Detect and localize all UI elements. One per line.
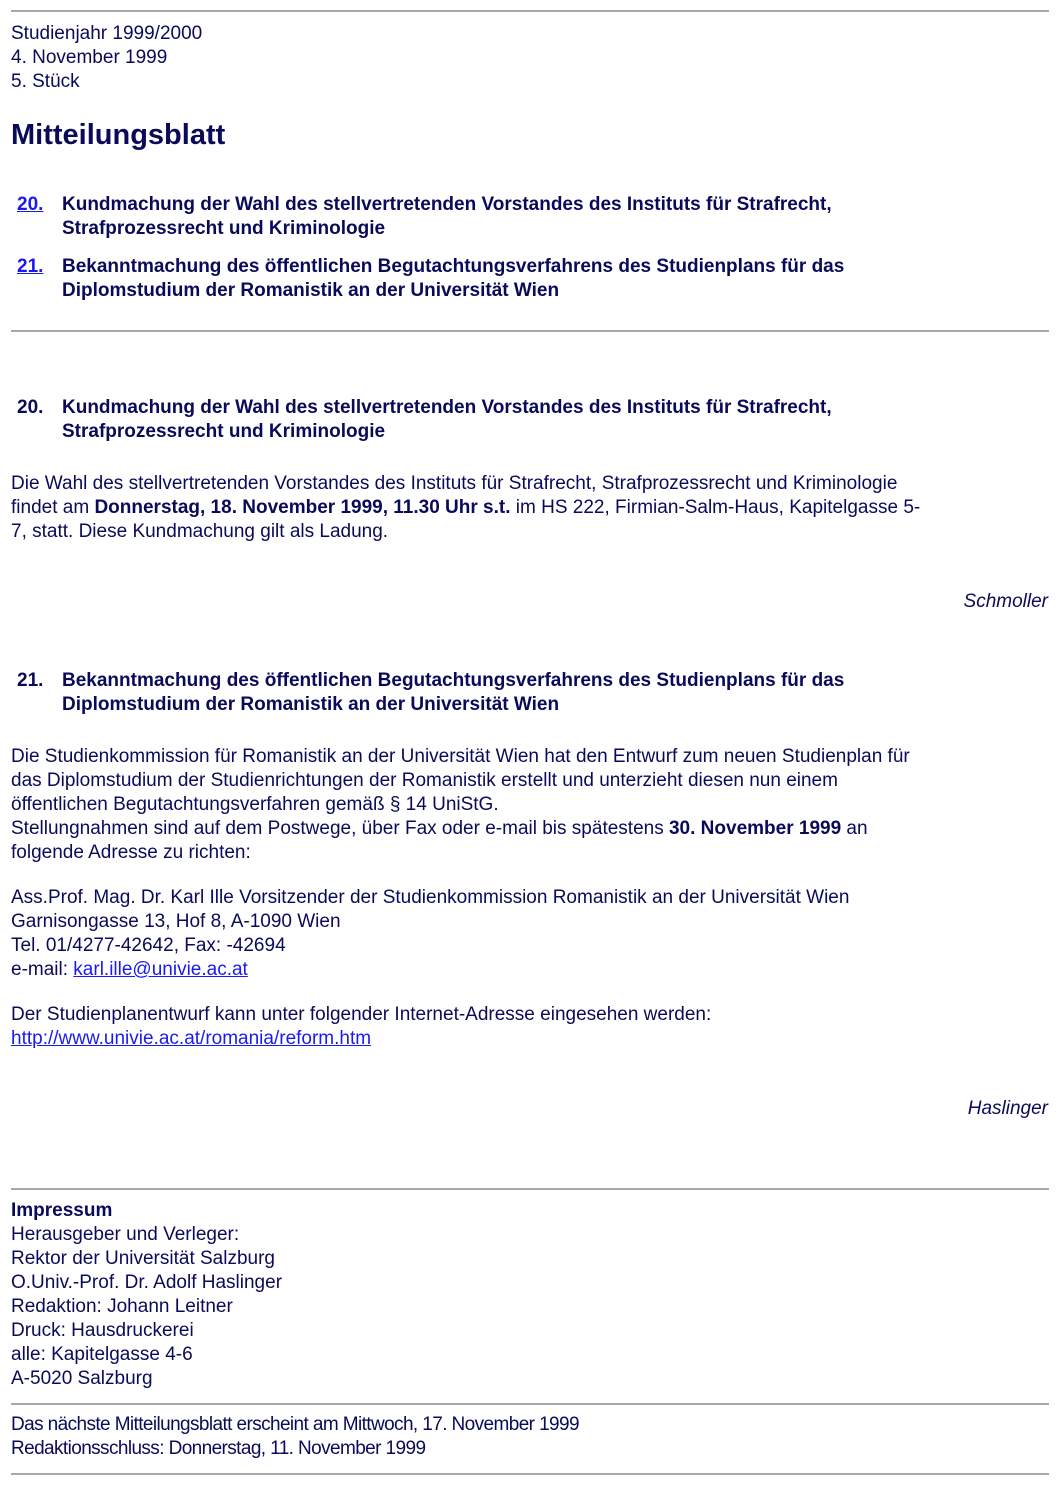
address-line: Garnisongasse 13, Hof 8, A-1090 Wien: [11, 911, 341, 932]
body-line: folgende Adresse zu richten:: [11, 842, 251, 863]
impressum-line: Druck: Hausdruckerei: [11, 1320, 194, 1341]
toc-item-21: [11, 255, 1048, 303]
body-line: [11, 817, 1048, 841]
toc-title: [62, 255, 1048, 303]
page-title: Mitteilungsblatt: [11, 119, 226, 151]
body-text: Stellungnahmen sind auf dem Postwege, über Fax oder e-mail bis spätestens: [11, 818, 669, 839]
editorial-deadline: Redaktionsschluss: Donnerstag, 11. November 1999: [11, 1438, 426, 1459]
impressum-line: Rektor der Universität Salzburg: [11, 1248, 275, 1269]
study-year: Studienjahr 1999/2000: [11, 23, 203, 44]
bottom-divider: [11, 1473, 1049, 1475]
impressum-line: alle: Kapitelgasse 4-6: [11, 1344, 193, 1365]
internet-info: [11, 1003, 1048, 1051]
body-line: 7, statt. Diese Kundmachung gilt als Ladung.: [11, 521, 389, 542]
toc-title-line: Strafprozessrecht und Kriminologie: [62, 218, 386, 239]
toc-item-20: [11, 193, 1048, 241]
body-text: im HS 222, Firmian-Salm-Haus, Kapitelgasse 5-: [510, 497, 921, 518]
impressum: [11, 1199, 1048, 1391]
issue-header: [11, 22, 1048, 94]
body-line: Die Wahl des stellvertretenden Vorstandes des Instituts für Strafrecht, Strafprozessrecht und Kriminologie: [11, 473, 898, 494]
deadline-date: 30. November 1999: [668, 818, 842, 839]
toc-divider: [11, 330, 1049, 332]
toc-link-20[interactable]: 20.: [17, 194, 44, 215]
section-title: [62, 669, 1048, 717]
toc-title-line: Kundmachung der Wahl des stellvertretenden Vorstandes des Instituts für Strafrecht,: [62, 194, 832, 215]
body-text: findet am: [11, 497, 95, 518]
signature-haslinger: Haslinger: [967, 1098, 1048, 1119]
toc-title-line: Diplomstudium der Romanistik an der Universität Wien: [62, 280, 560, 301]
body-line: öffentlichen Begutachtungsverfahren gemäß § 14 UniStG.: [11, 794, 499, 815]
impressum-line: O.Univ.-Prof. Dr. Adolf Haslinger: [11, 1272, 283, 1293]
section-number: 21.: [17, 670, 44, 691]
section-title-line: Diplomstudium der Romanistik an der Universität Wien: [62, 694, 560, 715]
address-line: Ass.Prof. Mag. Dr. Karl Ille Vorsitzender der Studienkommission Romanistik an der Universität Wien: [11, 887, 850, 908]
section-title: [62, 396, 1048, 444]
body-line: [11, 496, 1048, 520]
election-datetime: Donnerstag, 18. November 1999, 11.30 Uhr s.t.: [94, 497, 511, 518]
phone-fax: Tel. 01/4277-42642, Fax: -42694: [11, 935, 286, 956]
section-number: 20.: [17, 397, 44, 418]
impressum-divider: [11, 1188, 1049, 1190]
email-label: e-mail:: [11, 959, 74, 980]
impressum-title: Impressum: [11, 1200, 113, 1221]
toc-number: [17, 255, 57, 279]
section-title-line: Kundmachung der Wahl des stellvertretenden Vorstandes des Instituts für Strafrecht,: [62, 397, 832, 418]
footer: [11, 1413, 1048, 1461]
body-text: an: [841, 818, 868, 839]
body-line: das Diplomstudium der Studienrichtungen der Romanistik erstellt und unterzieht diesen nun einem: [11, 770, 838, 791]
email-link[interactable]: karl.ille@univie.ac.at: [73, 959, 248, 980]
toc-link-21[interactable]: 21.: [17, 256, 44, 277]
internet-text: Der Studienplanentwurf kann unter folgender Internet-Adresse eingesehen werden:: [11, 1004, 712, 1025]
footer-divider: [11, 1403, 1049, 1405]
top-divider: [11, 10, 1049, 12]
toc-title-line: Bekanntmachung des öffentlichen Begutachtungsverfahrens des Studienplans für das: [62, 256, 845, 277]
reform-url-link[interactable]: http://www.univie.ac.at/romania/reform.htm: [11, 1028, 372, 1049]
section-21-heading: [11, 669, 1048, 717]
section-21-body: [11, 745, 1048, 865]
email-line: [11, 958, 1048, 982]
next-issue-note: Das nächste Mitteilungsblatt erscheint am Mittwoch, 17. November 1999: [11, 1414, 579, 1435]
toc-number: [17, 193, 57, 217]
signature-schmoller: Schmoller: [963, 591, 1048, 612]
section-20-heading: [11, 396, 1048, 444]
section-20-body: [11, 472, 1048, 544]
impressum-line: Redaktion: Johann Leitner: [11, 1296, 233, 1317]
impressum-line: A-5020 Salzburg: [11, 1368, 153, 1389]
impressum-line: Herausgeber und Verleger:: [11, 1224, 240, 1245]
contact-address: [11, 886, 1048, 982]
issue-number: 5. Stück: [11, 71, 80, 92]
section-title-line: Strafprozessrecht und Kriminologie: [62, 421, 386, 442]
issue-date: 4. November 1999: [11, 47, 168, 68]
toc-title: [62, 193, 1048, 241]
body-line: Die Studienkommission für Romanistik an der Universität Wien hat den Entwurf zum neuen Studienplan für: [11, 746, 910, 767]
section-title-line: Bekanntmachung des öffentlichen Begutachtungsverfahrens des Studienplans für das: [62, 670, 845, 691]
